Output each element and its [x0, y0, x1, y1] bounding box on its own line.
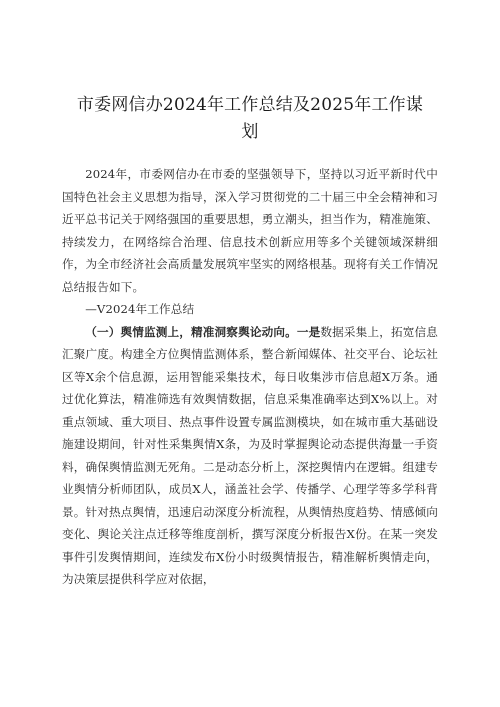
opinion-monitoring-text: 数据采集上，拓宽信息汇聚广度。构建全方位舆情监测体系，整合新闻媒体、社交平台、论坛社区等X余个信息源，运用智能采集技术，每日收集涉市信息超X万条。通过优化算法，精准筛选有效舆情数据，信息采集准确率达到X%以上。对重点领域、重大项目、热点事件设置专属监测模块，如在城市重大基础设施建设期间，针对性采集舆情X条，为及时掌握舆论动态提供海量一手资料，确保舆情监测无死角。二是动态分析上，深挖舆情内在逻辑。组建专业舆情分析师团队，成员X人，涵盖社会学、传播学、心理学等多学科背景。针对热点舆情，迅速启动深度分析流程，从舆情热度趋势、情感倾向变化、舆论关注点迁移等维度剖析，撰写深度分析报告X份。在某一突发事件引发舆情期间，连续发布X份小时级舆情报告，精准解析舆情走向，为决策层提供科学应对依据， — [62, 324, 438, 586]
opinion-monitoring-lead: （一）舆情监测上，精准洞察舆论动向。 — [85, 324, 297, 339]
intro-paragraph: 2024年，市委网信办在市委的坚强领导下，坚持以习近平新时代中国特色社会主义思想为指导，深入学习贯彻党的二十届三中全会精神和习近平总书记关于网络强国的重要思想，勇立潮头，担当作为，精准施策、持续发力，在网络综合治理、信息技术创新应用等多个关键领域深耕细作，为全市经济社会高质量发展筑牢坚实的网络根基。现将有关工作情况总结报告如下。 — [62, 167, 438, 294]
document-body — [62, 163, 438, 591]
document-title — [70, 92, 430, 146]
opinion-monitoring-paragraph — [62, 321, 438, 591]
title-line-2: 划 — [241, 122, 259, 142]
section-heading-2024-summary: —V2024年工作总结 — [85, 302, 195, 316]
point-one-lead: 一是 — [296, 324, 321, 339]
title-line-1: 市委网信办2024年工作总结及2025年工作谋 — [76, 95, 424, 115]
